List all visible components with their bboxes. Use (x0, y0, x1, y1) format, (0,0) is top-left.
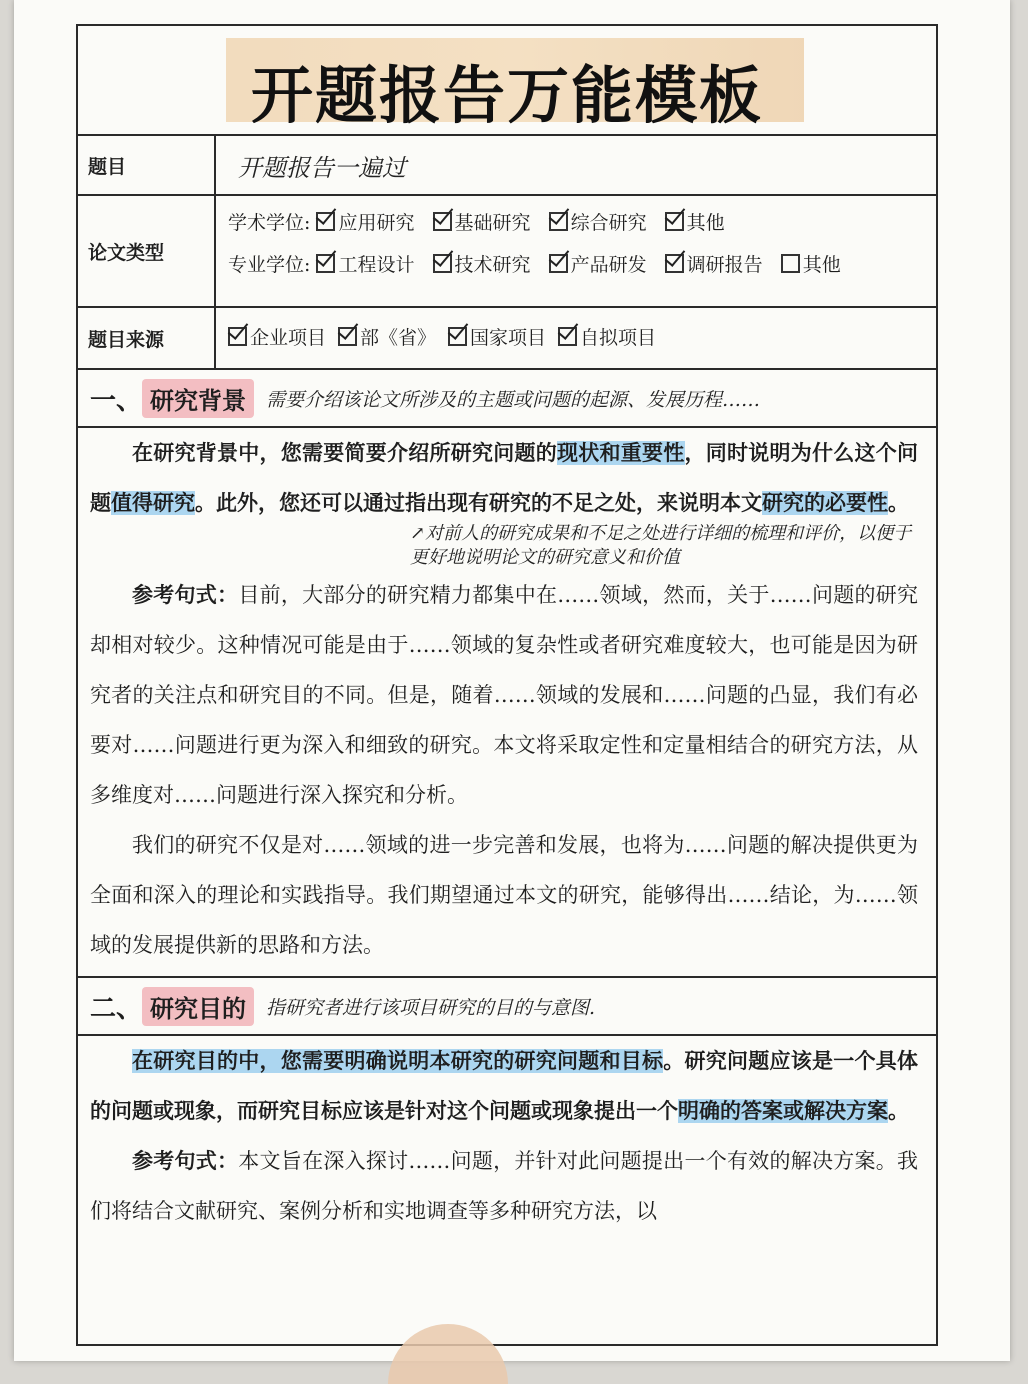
option-label: 企业项目 (250, 327, 327, 349)
topic-label: 题目 (78, 136, 216, 194)
reference-paragraph (90, 570, 918, 820)
section-number: 一、 (90, 385, 143, 416)
option-label: 自拟项目 (580, 327, 657, 349)
text-run: ，同时说明为什么这个问题 (90, 441, 918, 515)
checkbox-checked-icon (558, 327, 577, 346)
text-run: 本文旨在深入探讨……问题，并针对此问题提出一个有效的解决方案。我们将结合文献研究、案例分析和实地调查等多种研究方法，以 (90, 1149, 919, 1223)
option-label: 其他 (686, 212, 725, 234)
handwritten-note: 需要介绍该论文所涉及的主题或问题的起源、发展历程…… (266, 388, 761, 411)
option-label: 基础研究 (454, 212, 531, 234)
professional-option-2[interactable] (433, 254, 531, 276)
section-number: 二、 (90, 993, 143, 1024)
reference-lead: 参考句式： (132, 1149, 239, 1173)
title-row (78, 26, 936, 136)
checkbox-checked-icon (549, 212, 568, 231)
section-title: 研究背景 (142, 379, 254, 418)
section-purpose-body (78, 1036, 936, 1236)
checkbox-checked-icon (433, 212, 452, 231)
section-header (90, 978, 918, 1034)
option-label: 国家项目 (470, 327, 547, 349)
option-label: 应用研究 (338, 212, 415, 234)
professional-line (228, 244, 924, 286)
professional-label: 专业学位: (228, 254, 311, 276)
source-row (78, 308, 936, 370)
paper-sheet (14, 0, 1010, 1361)
type-row (78, 196, 936, 308)
intro-paragraph (90, 428, 918, 528)
source-label: 题目来源 (78, 308, 216, 368)
reference-lead: 参考句式： (132, 583, 239, 607)
professional-option-4[interactable] (665, 254, 763, 276)
highlight: 研究的必要性 (762, 491, 888, 515)
option-label: 产品研发 (570, 254, 647, 276)
academic-option-4[interactable] (665, 212, 725, 234)
source-option-1[interactable] (228, 317, 326, 359)
professional-option-1[interactable] (316, 254, 414, 276)
topic-row (78, 136, 936, 196)
section-header (90, 370, 918, 426)
text-run: 。 (888, 491, 909, 515)
checkbox-checked-icon (228, 327, 247, 346)
reference-paragraph (90, 1136, 918, 1236)
section-title: 研究目的 (142, 987, 254, 1026)
highlight: 现状和重要性 (557, 441, 685, 465)
option-label: 调研报告 (686, 254, 763, 276)
section-background-body (78, 428, 936, 970)
option-label: 其他 (802, 254, 841, 276)
section-purpose (78, 978, 936, 1034)
checkbox-checked-icon (316, 212, 335, 231)
highlight: 值得研究 (111, 491, 195, 515)
checkbox-checked-icon (665, 212, 684, 231)
source-option-3[interactable] (448, 317, 546, 359)
professional-option-3[interactable] (549, 254, 647, 276)
academic-option-1[interactable] (316, 212, 414, 234)
academic-option-2[interactable] (433, 212, 531, 234)
body-paragraph: 我们的研究不仅是对……领域的进一步完善和发展，也将为……问题的解决提供更为全面和深入的理论和实践指导。我们期望通过本文的研究，能够得出……结论，为……领域的发展提供新的思路和方法。 (90, 833, 918, 957)
checkbox-checked-icon (316, 254, 335, 273)
checkbox-icon (781, 254, 800, 273)
text-run: 。研究问题应该是一个具体的问题或现象，而研究目标应该是针对这个问题或现象提出一个 (90, 1049, 918, 1123)
academic-option-3[interactable] (549, 212, 647, 234)
checkbox-checked-icon (433, 254, 452, 273)
academic-label: 学术学位: (228, 212, 311, 234)
checkbox-checked-icon (448, 327, 467, 346)
option-label: 综合研究 (570, 212, 647, 234)
text-run: 。 (888, 1099, 909, 1123)
source-cell (216, 308, 936, 368)
source-option-4[interactable] (558, 317, 656, 359)
academic-line (228, 202, 924, 244)
text-run: 。此外，您还可以通过指出现有研究的不足之处，来说明本文 (195, 491, 762, 515)
highlight: 明确的答案或解决方案 (678, 1099, 888, 1123)
highlight: 在研究目的中，您需要明确说明本研究的研究问题和目标 (132, 1049, 664, 1073)
checkbox-checked-icon (549, 254, 568, 273)
text-run: 在研究背景中，您需要简要介绍所研究问题的 (132, 441, 557, 465)
topic-cell (216, 136, 936, 194)
text-run: 目前，大部分的研究精力都集中在……领域，然而，关于……问题的研究却相对较少。这种情况可能是由于……领域的复杂性或者研究难度较大，也可能是因为研究者的关注点和研究目的不同。但是，随着……领域的发展和……问题的凸显，我们有必要对……问题进行更为深入和细致的研究。本文将采取定性和定量相结合的研究方法，从多维度对……问题进行深入探究和分析。 (90, 583, 919, 807)
professional-option-5[interactable] (781, 254, 841, 276)
handwritten-note: 指研究者进行该项目研究的目的与意图. (266, 996, 596, 1019)
page-title: 开题报告万能模板 (250, 59, 763, 132)
template-table (76, 24, 938, 1346)
topic-value: 开题报告一遍过 (238, 153, 406, 182)
type-label: 论文类型 (78, 196, 216, 306)
intro-paragraph (90, 1036, 918, 1136)
type-cell (216, 196, 936, 306)
option-label: 工程设计 (338, 254, 415, 276)
option-label: 部《省》 (360, 327, 437, 349)
source-option-2[interactable] (338, 317, 436, 359)
checkbox-checked-icon (665, 254, 684, 273)
option-label: 技术研究 (454, 254, 531, 276)
section-background (78, 370, 936, 426)
checkbox-checked-icon (338, 327, 357, 346)
handwritten-annotation: ↗对前人的研究成果和不足之处进行详细的梳理和评价，以便于更好地说明论文的研究意义和价值 (410, 523, 912, 568)
